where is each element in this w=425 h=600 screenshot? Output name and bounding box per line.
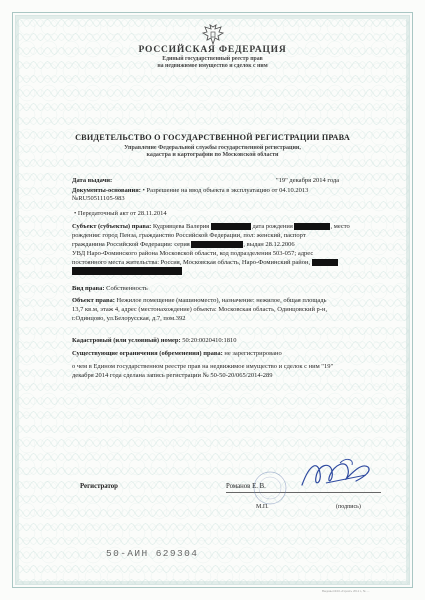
subject-label: Субъект (субъекты) права: [72,223,152,230]
object-row1 [72,297,327,305]
redacted-address-end [312,259,338,266]
right-type-label: Вид права: [72,285,105,292]
certificate-title: СВИДЕТЕЛЬСТВО О ГОСУДАРСТВЕННОЙ РЕГИСТРАЦИИ ПРАВА [75,133,350,142]
encumbrance-label: Существующие ограничения (обременения) права: [72,350,223,357]
cadastral-label: Кадастровый (или условный) номер: [72,337,181,344]
basis-label: Документы-основания: [72,187,141,194]
issue-date-label: Дата выдачи: [72,177,113,184]
blank-serial-number: 50-АИН 629304 [106,548,199,559]
basis-row [72,187,308,195]
print-info: Выданы ООО «Гарант» 2014 г., № … [322,589,370,593]
subject-line4: УВД Наро-Фоминского района Московской области, код подразделения 503-057; адрес [72,250,314,257]
subject-row1 [72,223,350,231]
object-line3: г.Одинцово, ул.Белорусская, д.7, пом.392 [72,315,186,322]
double-headed-eagle-emblem-icon [201,24,225,46]
issue-date-row [72,177,112,185]
sign-label: (подпись) [336,504,361,510]
basis-value1b: №RU50511105-983 [72,195,125,202]
basis-value1: • Разрешение на ввод объекта в эксплуатацию от 04.10.2013 [142,187,309,194]
issue-date-value: "19" декабря 2014 года [276,177,340,184]
registry-subtitle-line1: Единый государственный реестр прав [162,56,263,62]
registrar-label: Регистратор [80,483,118,490]
registrar-name: Романов Е. В. [226,483,266,490]
handwritten-signature [296,455,376,495]
right-type-value: Собственность [106,285,148,292]
subject-line5: постоянного места жительства: Россия, Московская область, Наро-Фоминский район, [72,259,311,266]
subject-line3b: , выдан 28.12.2006 [243,241,295,248]
object-line1: Нежилое помещение (машиноместо), назначение: нежилое, общая площадь [116,297,327,304]
redacted-surname [211,223,251,230]
subject-name: Кудрявцева Валерия [152,223,210,230]
cadastral-value: 50:20:0020410:1810 [182,337,237,344]
record-line1: о чем в Едином государственном реестре прав на недвижимое имущество и сделок с ним "19" [72,363,334,370]
encumbrance-value: не зарегистрировано [224,350,282,357]
cadastral-row [72,337,236,345]
subject-line2: рождения: город Пенза, гражданство Российской Федерации, пол: женский, паспорт [72,232,306,239]
redacted-address-line [72,267,182,275]
subject-row5 [72,259,338,267]
issuer-line1: Управление Федеральной службы государственной регистрации, [124,145,301,151]
issuer-line2: кадастра и картографии по Московской области [146,152,279,158]
country-title: РОССИЙСКАЯ ФЕДЕРАЦИЯ [138,45,287,55]
right-type-row [72,285,148,293]
mp-label: М.П. [256,504,269,510]
object-label: Объект права: [72,297,115,304]
object-line2: 13,7 кв.м, этаж 4, адрес (местонахождение) объекта: Московская область, Одинцовский р-н, [72,306,328,313]
subject-dob-label: дата рождения [252,223,293,230]
record-line2: декабря 2014 года сделана запись регистрации № 50-50-20/065/2014-289 [72,372,273,379]
basis-value2: • Передаточный акт от 28.11.2014 [74,210,167,217]
subject-place-label: , место [330,223,350,230]
redacted-passport [191,241,243,248]
subject-row3 [72,241,295,249]
redacted-dob [294,223,330,230]
subject-line3a: гражданина Российской Федерации: серия [72,241,190,248]
registry-subtitle-line2: на недвижимое имущество и сделок с ним [157,63,268,69]
encumbrance-row [72,350,282,358]
official-stamp-icon [252,470,288,506]
